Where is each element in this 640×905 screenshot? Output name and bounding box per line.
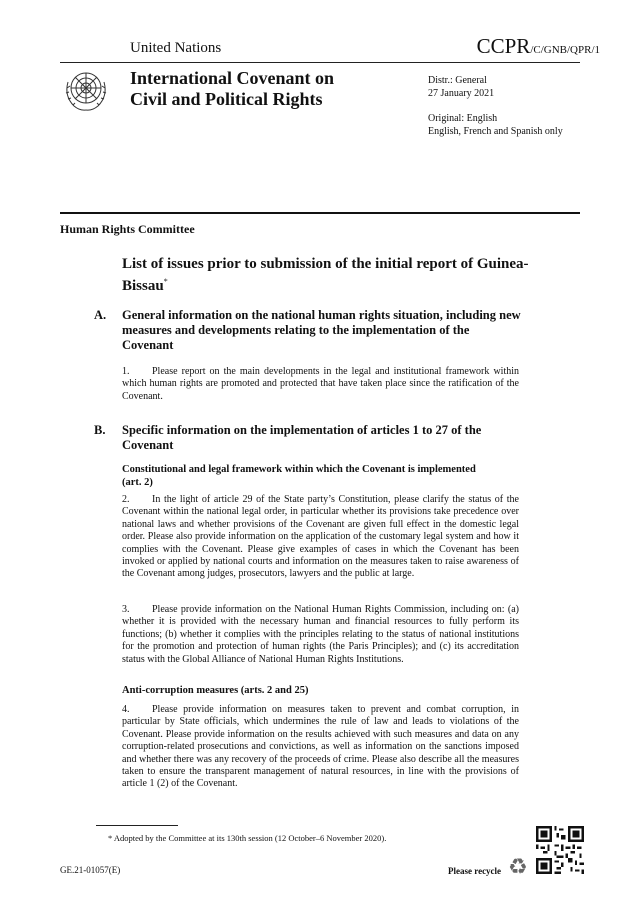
section-a-heading [94,308,522,353]
un-emblem-icon [62,66,110,114]
paragraph-2 [122,494,519,581]
section-rule [60,212,580,214]
footnote-rule [96,825,178,826]
paragraph-4 [122,704,519,791]
please-recycle: Please recycle [448,866,502,876]
paragraph-3-number: 3. [122,604,130,615]
recycle-icon: ♻ [508,854,528,879]
paragraph-3 [122,604,519,666]
paragraph-1 [122,366,519,403]
document-title [122,255,542,295]
section-a-title: General information on the national human rights situation, including new measures and developments relating to the implementation of the Covenant [122,308,521,352]
section-b-label: B. [94,423,106,437]
ge-number: GE.21-01057(E) [60,865,121,875]
date: 27 January 2021 [428,88,495,99]
section-b-title: Specific information on the implementation of articles 1 to 27 of the Covenant [122,423,482,452]
paragraph-1-text: Please report on the main developments in the legal and institutional framework within which human rights are promoted and protected that have taken place since the ratification of the Covenant. [122,366,519,402]
paragraph-2-number: 2. [122,494,130,505]
distribution: Distr.: General [428,75,487,86]
covenant-title-line2: Civil and Political Rights [130,89,323,109]
paragraph-4-text: Please provide information on measures taken to prevent and combat corruption, in particular by State officials, which undermines the rule of law and leads to violations of the Covenant. Please provide information on the results achieved with such measures and data on any corruption-related prosecutions and convictions, as well as information on the sanctions imposed and whether there was any recovery of the proceeds of crime. Please also describe all the measures taken to ensure the transparent management of natural resources, in line with the provisions of article 1 (2) of the Covenant. [122,704,519,790]
subheading-anti-corruption: Anti-corruption measures (arts. 2 and 25) [122,685,309,696]
paragraph-4-number: 4. [122,704,130,715]
section-a-label: A. [94,308,107,322]
paragraph-2-text: In the light of article 29 of the State party’s Constitution, please clarify the status of the Covenant within the national legal order, in particular whether its provisions take precedence over national laws and whether provisions of the Covenant are given full effect in the domestic legal order. Please also provide information on the application of the customary legal system and how it complies with the Covenant. Please give examples of cases in which the Covenant has been invoked or applied by national courts and information on the measures taken to raise awareness of the Covenant among judges, prosecutors, lawyers and the public at large. [122,494,519,580]
document-symbol [477,34,600,59]
header-rule [60,62,580,63]
qr-code-icon [536,826,584,874]
covenant-title-line1: International Covenant on [130,68,335,88]
document-title-text: List of issues prior to submission of the initial report of Guinea-Bissau [122,256,529,294]
section-b-heading [94,423,522,453]
language-block [428,112,563,138]
languages: English, French and Spanish only [428,126,563,137]
distribution-block [428,74,494,100]
footnote-mark: * [163,277,168,286]
symbol-main: CCPR [476,34,531,58]
paragraph-3-text: Please provide information on the National Human Rights Commission, including on: (a) whether it is provided with the necessary human and financial resources to fully perform its functions; (b) whether it complies with the principles relating to the status of national institutions for the promotion and protection of human rights (the Paris Principles); and (c) its accreditation status with the Global Alliance of National Human Rights Institutions. [122,604,519,665]
covenant-title [130,68,390,110]
committee-name: Human Rights Committee [60,222,195,236]
original-language: Original: English [428,113,498,124]
symbol-rest: /C/GNB/QPR/1 [530,44,600,56]
footnote: * Adopted by the Committee at its 130th session (12 October–6 November 2020). [108,833,387,843]
paragraph-1-number: 1. [122,366,130,377]
organization-name: United Nations [130,40,222,56]
subheading-constitutional-framework: Constitutional and legal framework within which the Covenant is implemented (art. 2) [122,464,476,488]
